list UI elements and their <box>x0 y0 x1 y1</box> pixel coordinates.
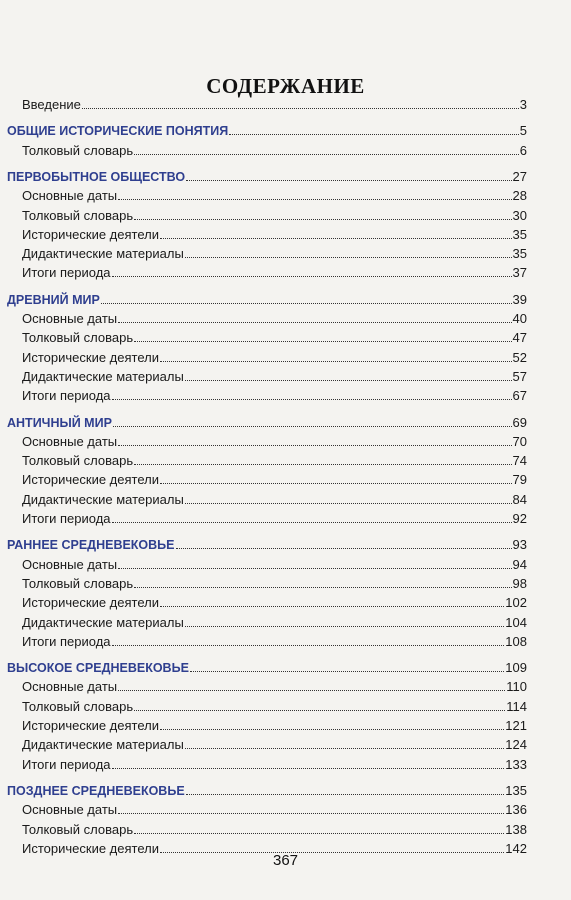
toc-item-row <box>22 576 527 592</box>
toc-item-row <box>22 822 527 838</box>
toc-page-number: 28 <box>512 188 527 204</box>
toc-page-number: 52 <box>512 349 527 365</box>
toc-item-label: Исторические деятели <box>22 718 159 733</box>
toc-page-number: 142 <box>505 840 527 856</box>
toc-item-label: Толковый словарь <box>22 330 134 346</box>
toc-item-label: Исторические деятели <box>22 595 159 611</box>
toc-item-label: Дидактические материалы <box>22 491 184 507</box>
toc-item-label: Толковый словарь <box>22 821 134 837</box>
toc-page-number: 74 <box>512 453 527 469</box>
toc-page-number: 39 <box>512 291 527 307</box>
dot-leader <box>112 388 512 400</box>
toc-item-label: Основные даты <box>22 802 118 818</box>
toc-item-label: Итоги периода <box>22 511 111 526</box>
toc-item-row <box>22 699 527 715</box>
dot-leader <box>112 757 505 769</box>
toc-page-number: 102 <box>505 595 527 611</box>
toc-section-title: ВЫСОКОЕ СРЕДНЕВЕКОВЬЕ <box>7 661 189 676</box>
toc-item-label: Толковый словарь <box>22 575 134 591</box>
toc-page-number: 94 <box>512 556 527 572</box>
toc-page-number: 124 <box>505 737 527 753</box>
toc-item-row <box>22 330 527 346</box>
toc-item-label: Итоги периода <box>22 756 111 772</box>
toc-page-number: 35 <box>512 246 527 262</box>
toc-section-row <box>7 660 527 676</box>
dot-leader <box>134 453 511 465</box>
toc-section-title: ПОЗДНЕЕ СРЕДНЕВЕКОВЬЕ <box>7 783 185 798</box>
dot-leader <box>134 143 519 155</box>
toc-page-number: 138 <box>505 821 527 837</box>
dot-leader <box>118 434 511 446</box>
toc-page-number: 108 <box>505 633 527 649</box>
toc-item-label: Толковый словарь <box>22 207 134 223</box>
dot-leader <box>118 679 505 691</box>
toc-page-number: 27 <box>512 168 527 184</box>
dot-leader <box>118 557 511 569</box>
toc-item-label: Основные даты <box>22 556 118 572</box>
toc-item-label: Итоги периода <box>22 633 111 649</box>
toc-page-number: 135 <box>505 782 527 798</box>
toc-section-title: ОБЩИЕ ИСТОРИЧЕСКИЕ ПОНЯТИЯ <box>7 124 229 139</box>
dot-leader <box>185 246 512 258</box>
toc-page-number: 136 <box>505 802 527 818</box>
toc-page-number: 35 <box>512 226 527 242</box>
dot-leader <box>229 123 519 135</box>
toc-item-label: Дидактические материалы <box>22 368 184 384</box>
toc-item-row <box>22 718 527 734</box>
dot-leader <box>185 492 512 504</box>
dot-leader <box>82 97 519 109</box>
toc-page-number: 121 <box>505 718 527 733</box>
toc-page-number: 92 <box>512 511 527 526</box>
toc-item-row <box>22 208 527 224</box>
toc-item-row <box>22 615 527 631</box>
toc-page-number: 79 <box>512 472 527 488</box>
toc-page-number: 69 <box>512 414 527 430</box>
dot-leader <box>134 699 505 711</box>
dot-leader <box>134 208 511 220</box>
toc-page-number: 37 <box>512 265 527 281</box>
toc-page-number: 6 <box>519 142 527 158</box>
toc-section-title: РАННЕЕ СРЕДНЕВЕКОВЬЕ <box>7 538 175 553</box>
toc-page-number: 30 <box>512 207 527 223</box>
toc-page-number: 109 <box>505 660 527 676</box>
page-title: СОДЕРЖАНИЕ <box>206 74 365 98</box>
page-number: 367 <box>272 852 299 869</box>
dot-leader <box>160 718 504 730</box>
toc-item-label: Основные даты <box>22 679 118 695</box>
toc-section-row <box>7 783 527 799</box>
toc-item-row <box>22 679 527 695</box>
toc-page-number: 70 <box>512 433 527 449</box>
dot-leader <box>160 350 512 362</box>
toc-page-number: 40 <box>512 311 527 326</box>
toc-item-row <box>22 97 527 113</box>
dot-leader <box>160 227 512 239</box>
dot-leader <box>134 330 511 342</box>
toc-page-number: 57 <box>512 368 527 384</box>
toc-section-row <box>7 169 527 185</box>
dot-leader <box>113 415 512 427</box>
toc-item-label: Основные даты <box>22 188 118 204</box>
toc-item-label: Исторические деятели <box>22 840 159 856</box>
dot-leader <box>185 737 505 749</box>
toc-page-number: 47 <box>512 330 527 346</box>
dot-leader <box>112 511 512 523</box>
toc-page-number: 98 <box>512 575 527 591</box>
dot-leader <box>185 369 512 381</box>
toc-section-title: АНТИЧНЫЙ МИР <box>7 415 112 430</box>
dot-leader <box>185 615 505 627</box>
toc-item-label: Исторические деятели <box>22 349 159 365</box>
toc-item-label: Исторические деятели <box>22 226 159 242</box>
toc-section-row <box>7 292 527 308</box>
toc-item-label: Толковый словарь <box>22 453 134 469</box>
toc-item-row <box>22 634 527 650</box>
dot-leader <box>134 576 511 588</box>
dot-leader <box>112 634 505 646</box>
toc-item-row <box>22 388 527 404</box>
toc-item-label: Дидактические материалы <box>22 737 184 753</box>
dot-leader <box>118 188 511 200</box>
toc-item-row <box>22 595 527 611</box>
toc-item-row <box>22 188 527 204</box>
dot-leader <box>134 822 504 834</box>
dot-leader <box>160 841 504 853</box>
toc-item-row <box>22 227 527 243</box>
toc-page-number: 67 <box>512 388 527 404</box>
toc-item-row <box>22 472 527 488</box>
toc-item-row <box>22 511 527 527</box>
dot-leader <box>118 802 504 814</box>
toc-item-row <box>22 265 527 281</box>
toc-item-row <box>22 311 527 327</box>
toc-item-label: Основные даты <box>22 311 118 326</box>
dot-leader <box>118 311 511 323</box>
toc-page-number: 110 <box>506 679 527 695</box>
toc-page-number: 84 <box>512 491 527 507</box>
toc-item-label: Дидактические материалы <box>22 614 184 630</box>
toc-section-row <box>7 537 527 553</box>
toc-item-row <box>22 737 527 753</box>
toc-page-number: 3 <box>519 97 527 112</box>
dot-leader <box>186 169 511 181</box>
toc-page-number: 5 <box>519 123 527 139</box>
toc-item-row <box>22 557 527 573</box>
toc-item-row <box>22 246 527 262</box>
toc-page-number: 133 <box>505 756 527 772</box>
toc-item-row <box>22 453 527 469</box>
toc-item-label: Итоги периода <box>22 265 111 281</box>
toc-item-row <box>22 757 527 773</box>
dot-leader <box>160 595 504 607</box>
toc-item-row <box>22 802 527 818</box>
dot-leader <box>101 292 512 304</box>
toc-item-label: Введение <box>22 97 81 112</box>
toc-item-label: Толковый словарь <box>22 142 134 158</box>
toc-section-title: ДРЕВНИЙ МИР <box>7 292 100 307</box>
toc-item-row <box>22 492 527 508</box>
toc-item-label: Итоги периода <box>22 388 111 404</box>
toc-page-number: 114 <box>506 698 527 714</box>
toc-item-label: Исторические деятели <box>22 472 159 488</box>
toc-section-row <box>7 415 527 431</box>
toc-page-number: 104 <box>505 614 527 630</box>
toc-item-row <box>22 143 527 159</box>
toc-section-title: ПЕРВОБЫТНОЕ ОБЩЕСТВО <box>7 169 186 184</box>
toc-item-row <box>22 350 527 366</box>
dot-leader <box>186 783 505 795</box>
toc-item-row <box>22 434 527 450</box>
toc-item-row <box>22 369 527 385</box>
toc-section-row <box>7 123 527 139</box>
dot-leader <box>160 472 512 484</box>
dot-leader <box>190 660 504 672</box>
dot-leader <box>112 265 512 277</box>
toc-page-number: 93 <box>512 537 527 553</box>
toc-item-label: Толковый словарь <box>22 698 134 714</box>
toc-item-label: Основные даты <box>22 433 118 449</box>
dot-leader <box>176 537 512 549</box>
toc-item-label: Дидактические материалы <box>22 246 184 262</box>
